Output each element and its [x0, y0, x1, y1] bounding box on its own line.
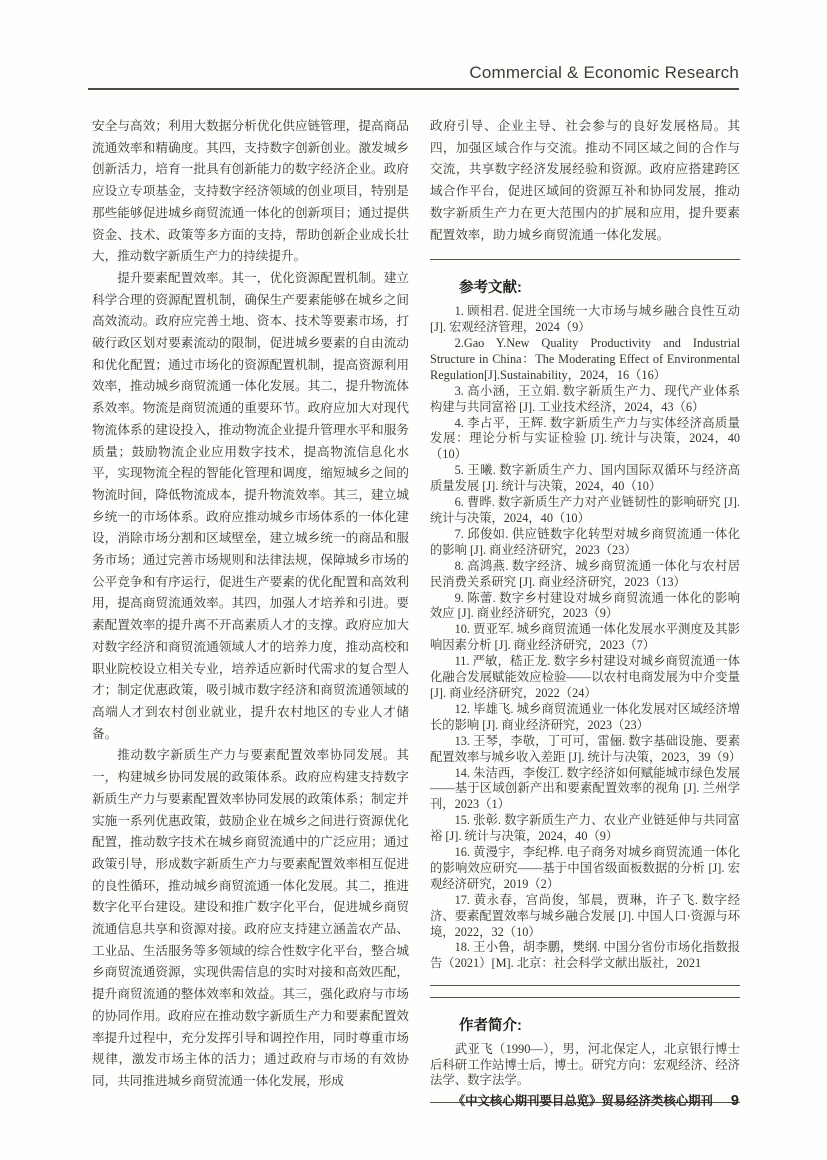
reference-item: 18. 王小鲁，胡李鹏，樊纲. 中国分省份市场化指数报告（2021）[M]. 北京：社会科学文献出版社，2021	[430, 940, 740, 971]
reference-item: 1. 顾相君. 促进全国统一大市场与城乡融合良性互动[J]. 宏观经济管理，2024（9）	[430, 304, 740, 335]
footer-journal-note: 《中文核心期刊要目总览》贸易经济类核心期刊	[452, 1094, 713, 1108]
reference-item: 4. 李占平，王辉. 数字新质生产力与实体经济高质量发展：理论分析与实证检验 [J]. 统计与决策，2024，40（10）	[430, 415, 740, 462]
reference-item: 11. 严敏，嵇正龙. 数字乡村建设对城乡商贸流通一体化融合发展赋能效应检验——以农村电商发展为中介变量 [J]. 商业经济研究，2022（24）	[430, 654, 740, 700]
body-column-left	[92, 116, 409, 1093]
double-rule-gap	[430, 986, 740, 997]
body-paragraph: 安全与高效；利用大数据分析优化供应链管理，提高商品流通效率和精确度。其四，支持数字创新创业。激发城乡创新活力，培育一批具有创新能力的数字经济企业。政府应设立专项基金，支持数字经济领域的创业项目，特别是那些能够促进城乡商贸流通一体化的创新项目；通过提供资金、技术、政策等多方面的支持，帮助创新企业成长壮大，推动数字新质生产力的持续提升。	[92, 119, 409, 264]
reference-item: 15. 张彰. 数字新质生产力、农业产业链延伸与共同富裕 [J]. 统计与决策，2024，40（9）	[430, 813, 740, 844]
reference-item: 10. 贾亚军. 城乡商贸流通一体化发展水平测度及其影响因素分析 [J]. 商业经济研究，2023（7）	[430, 622, 740, 653]
reference-item: 8. 高鸿燕. 数字经济、城乡商贸流通一体化与农村居民消费关系研究 [J]. 商业经济研究，2023（13）	[430, 558, 740, 589]
reference-item: 17. 黄永春，宫尚俊，邹晨，贾琳，许子飞. 数字经济、要素配置效率与城乡融合发展 [J]. 中国人口·资源与环境，2022，32（10）	[430, 892, 740, 939]
reference-item: 5. 王曦. 数字新质生产力、国内国际双循环与经济高质量发展 [J]. 统计与决策，2024，40（10）	[430, 463, 740, 494]
body-paragraph: 推动数字新质生产力与要素配置效率协同发展。其一，构建城乡协同发展的政策体系。政府应构建支持数字新质生产力与要素配置效率协同发展的政策体系；制定并实施一系列优惠政策，鼓励企业在城乡之间进行资源优化配置，推动数字技术在城乡商贸流通中的广泛应用；通过政策引导，形成数字新质生产力与要素配置效率相互促进的良性循环，推动城乡商贸流通一体化发展。其二，推进数字化平台建设。建设和推广数字化平台，促进城乡商贸流通信息共享和资源对接。政府应支持建立涵盖农产品、工业品、生活服务等多领域的综合性数字化平台，整合城乡商贸流通资源，实现供需信息的实时对接和高效匹配，提升商贸流通的整体效率和效益。其三，强化政府与市场的协同作用。政府应在推动数字新质生产力和要素配置效率提升过程中，充分发挥引导和调控作用，同时尊重市场规律，激发市场主体的活力；通过政府与市场的有效协同，共同推进城乡商贸流通一体化发展，形成	[92, 748, 409, 1088]
reference-item: 9. 陈蕾. 数字乡村建设对城乡商贸流通一体化的影响效应 [J]. 商业经济研究，2023（9）	[430, 590, 740, 621]
page-number: 9	[730, 1093, 739, 1109]
references-heading: 参考文献:	[459, 280, 522, 297]
references-top-rule	[430, 259, 740, 260]
header-rule	[88, 88, 739, 90]
author-heading: 作者简介:	[459, 1018, 522, 1035]
reference-item: 13. 王琴，李敬，丁可可，雷俪. 数字基础设施、要素配置效率与城乡收入差距 [J]. 统计与决策，2023，39（9）	[430, 733, 742, 764]
reference-item: 12. 毕雄飞. 城乡商贸流通业一体化发展对区域经济增长的影响 [J]. 商业经济研究，2023（23）	[430, 701, 740, 732]
page-footer	[88, 1091, 739, 1110]
body-column-right	[430, 116, 740, 1103]
author-bio: 武亚飞（1990—），男，河北保定人，北京银行博士后科研工作站博士后，博士。研究方向：宏观经济、经济法学、数字法学。	[430, 1042, 740, 1088]
reference-item: 16. 黄漫宇，李纪桦. 电子商务对城乡商贸流通一体化的影响效应研究——基于中国省级面板数据的分析 [J]. 宏观经济研究，2019（2）	[430, 845, 740, 891]
reference-item: 7. 邱俊如. 供应链数字化转型对城乡商贸流通一体化的影响 [J]. 商业经济研究，2023（23）	[430, 526, 740, 557]
author-section-rule-bottom	[430, 997, 740, 998]
reference-item: 2.Gao Y.New Quality Productivity and Industrial Structure in China：The Moderating Effect of Environmental Regulation[J].Sustainability，2024，16（16）	[430, 336, 740, 382]
reference-item: 14. 朱洁西，李俊江. 数字经济如何赋能城市绿色发展——基于区域创新产出和要素配置效率的视角 [J]. 兰州学刊，2023（1）	[430, 765, 740, 812]
body-paragraph: 政府引导、企业主导、社会参与的良好发展格局。其四，加强区域合作与交流。推动不同区域之间的合作与交流，共享数字经济发展经验和资源。政府应搭建跨区域合作平台，促进区域间的资源互补和协同发展，推动数字新质生产力在更大范围内的扩展和应用，提升要素配置效率，助力城乡商贸流通一体化发展。	[430, 119, 740, 242]
body-paragraph: 提升要素配置效率。其一，优化资源配置机制。建立科学合理的资源配置机制，确保生产要素能够在城乡之间高效流动。政府应完善土地、资本、技术等要素市场，打破行政区划对要素流动的限制，促进城乡要素的自由流动和优化配置；通过市场化的资源配置机制，提高资源利用效率，推动城乡商贸流通一体化发展。其二，提升物流体系效率。物流是商贸流通的重要环节。政府应加大对现代物流体系的建设投入，推动物流企业提升管理水平和服务质量；鼓励物流企业应用数字技术，提高物流信息化水平，实现物流全程的智能化管理和调度，缩短城乡之间的物流时间，降低物流成本，提升物流效率。其三，建立城乡统一的市场体系。政府应推动城乡市场体系的一体化建设，消除市场分割和区域壁垒，建立城乡统一的商品和服务市场；通过完善市场规则和法律法规，保障城乡市场的公平竞争和有序运行，促进生产要素的优化配置和高效利用，提高商贸流通效率。其四，加强人才培养和引进。要素配置效率的提升离不开高素质人才的支撑。政府应加大对数字经济和商贸流通领域人才的培养力度，推动高校和职业院校设立相关专业，培养适应新时代需求的复合型人才；制定优惠政策，吸引城市数字经济和商贸流通领域的高端人才到农村创业就业，提升农村地区的专业人才储备。	[92, 270, 409, 741]
reference-item: 6. 曹晔. 数字新质生产力对产业链韧性的影响研究 [J]. 统计与决策，2024，40（10）	[430, 495, 740, 525]
journal-header-title: Commercial & Economic Research	[469, 63, 739, 82]
reference-item: 3. 高小涵，王立娟. 数字新质生产力、现代产业体系构建与共同富裕 [J]. 工业技术经济，2024，43（6）	[430, 383, 740, 414]
